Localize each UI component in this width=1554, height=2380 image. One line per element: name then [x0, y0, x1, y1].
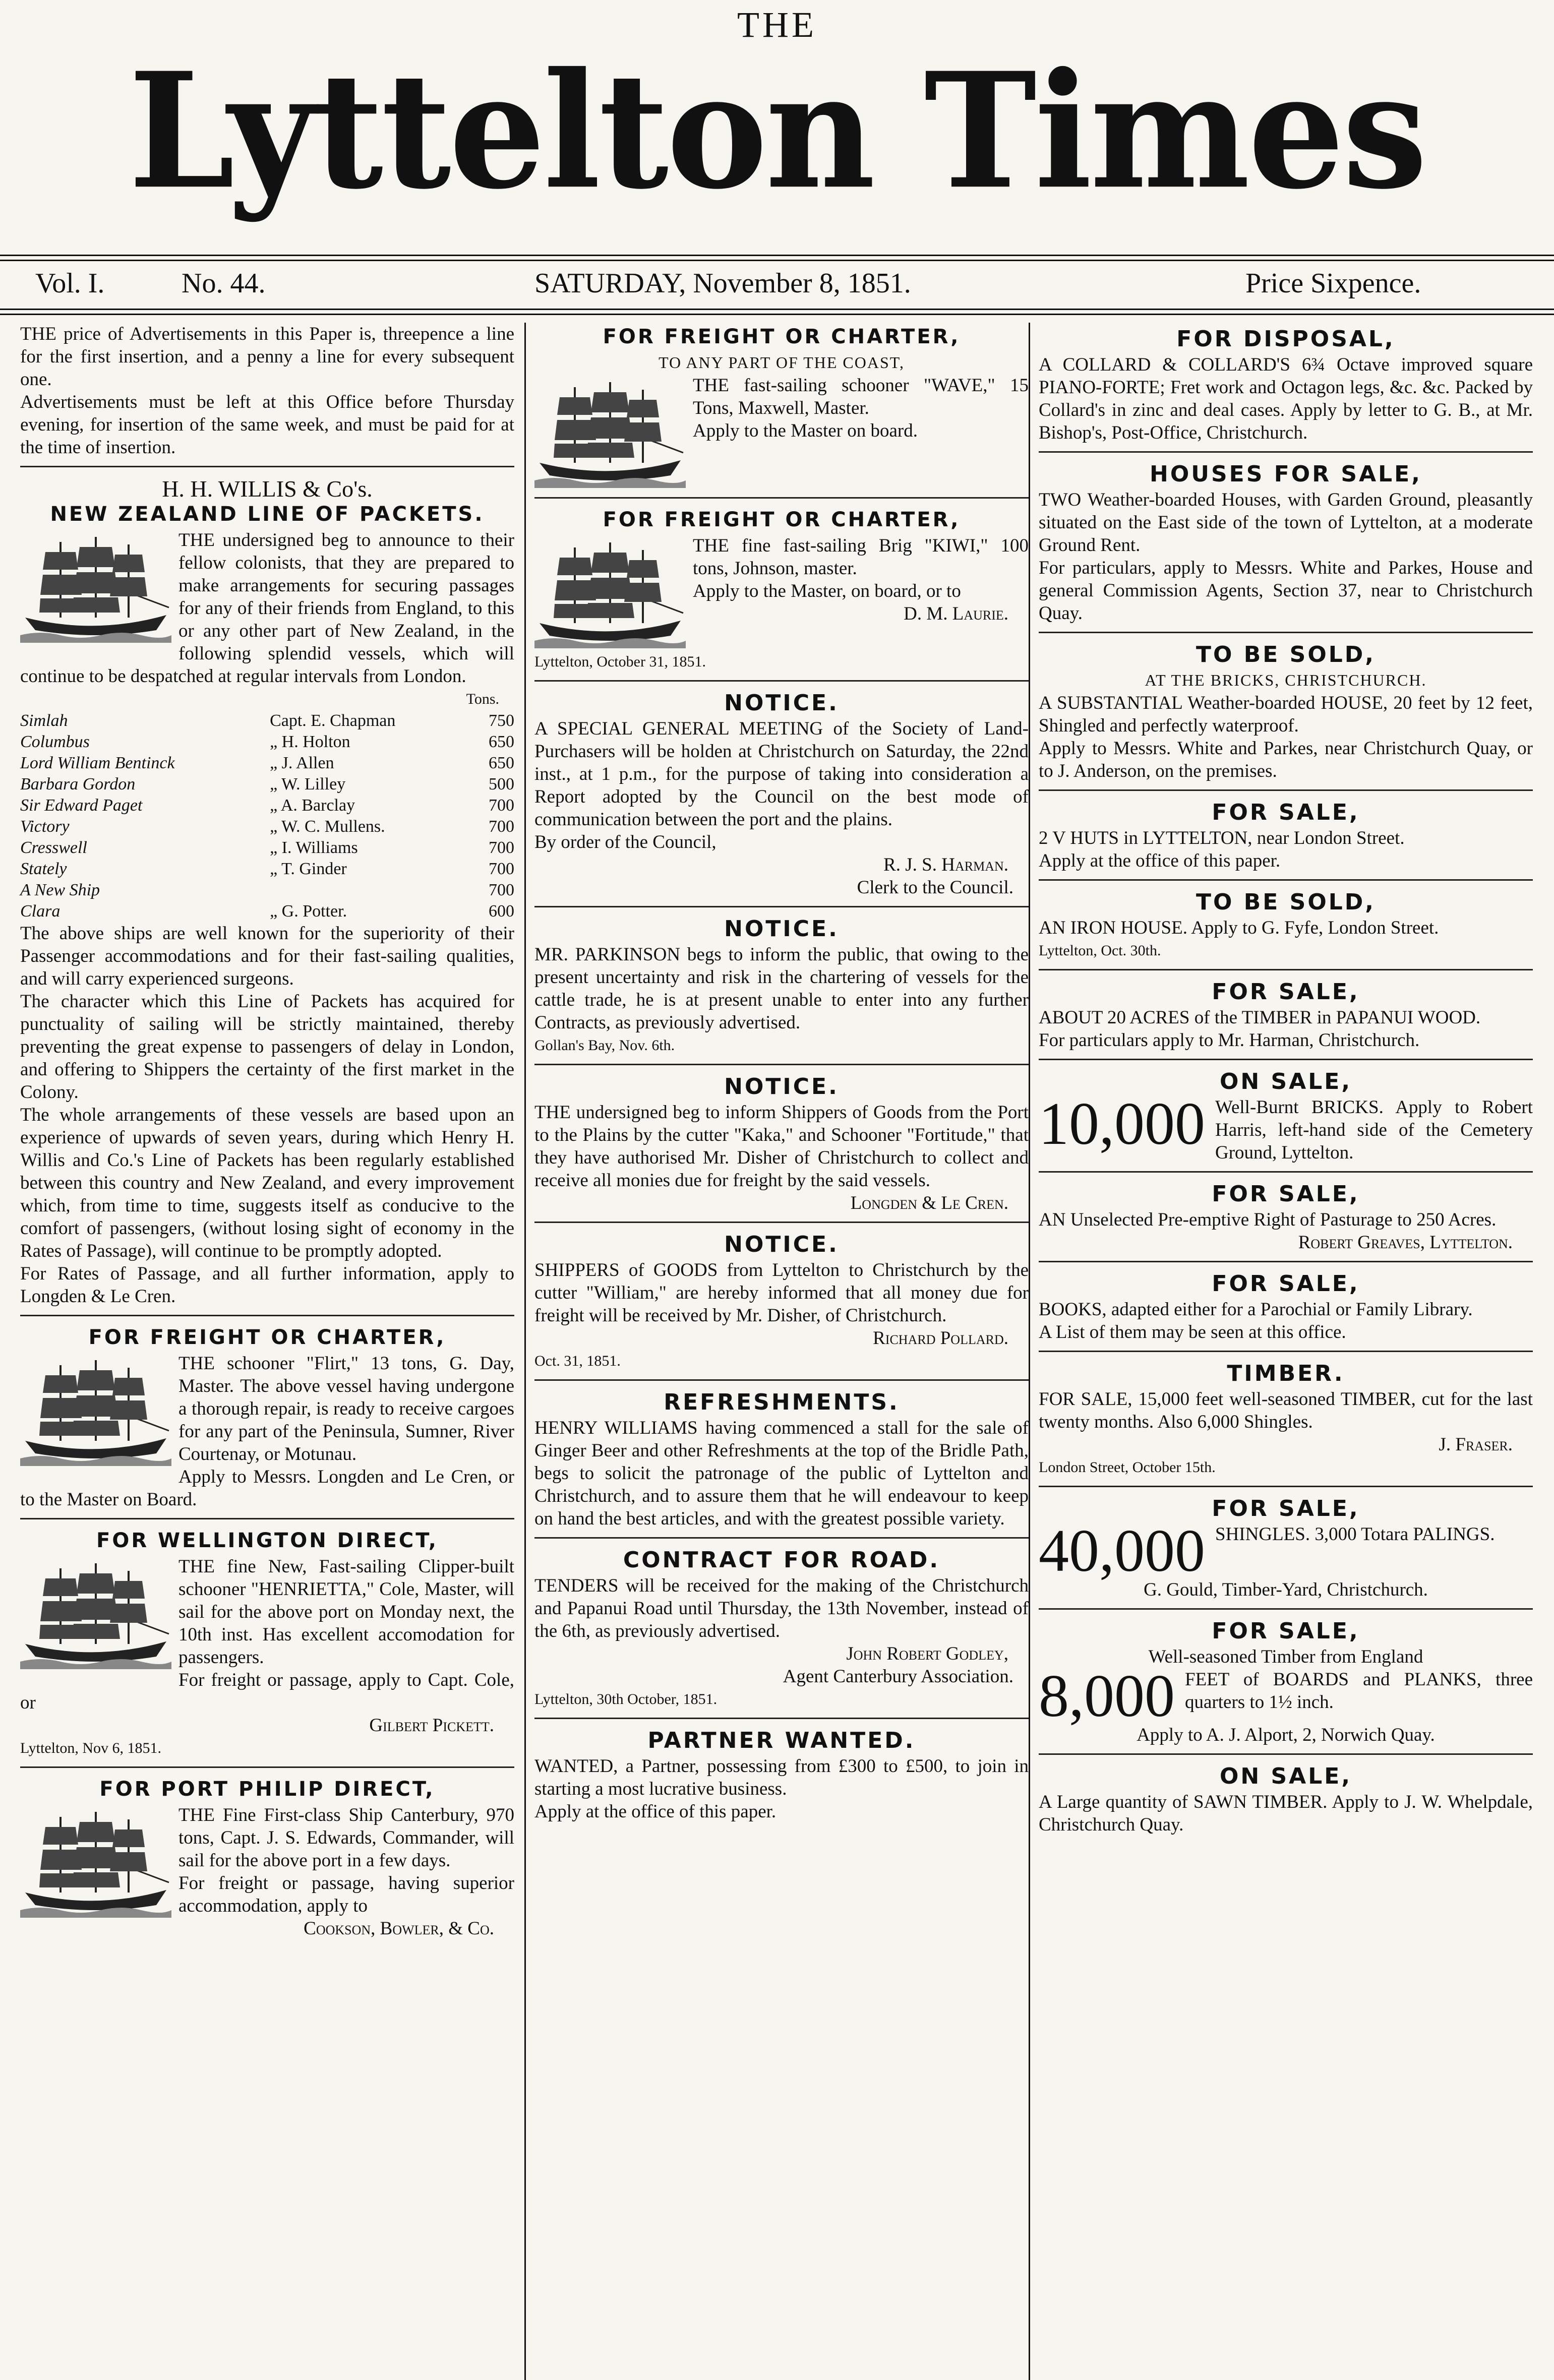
ship-name: Simlah: [20, 711, 68, 730]
bricks-body: Well-Burnt BRICKS. Apply to Robert Harris, left-hand side of the Cemetery Ground, Lyttelton.: [1215, 1097, 1533, 1163]
ship-captain: „ G. Potter.: [270, 902, 347, 921]
piano-head: FOR DISPOSAL,: [1176, 326, 1395, 352]
planks-head: FOR SALE,: [1212, 1618, 1360, 1644]
henrietta-body: THE fine New, Fast-sailing Clipper-built schooner "HENRIETTA," Cole, Master, will sail for the above port on Monday next, the 10th inst. Has excellent accomodation for passengers.: [178, 1556, 514, 1668]
sawn-body: A Large quantity of SAWN TIMBER. Apply to J. W. Whelpdale, Christchurch Quay.: [1039, 1792, 1533, 1835]
books-apply: A List of them may be seen at this office.: [1039, 1322, 1346, 1342]
road-dated: Lyttelton, 30th October, 1851.: [534, 1691, 718, 1707]
bricks-house-advert: [1039, 643, 1533, 791]
ship-icon: [534, 537, 686, 648]
pasturage-body: AN Unselected Pre-emptive Right of Pasturage to 250 Acres.: [1039, 1209, 1497, 1230]
houses-body: TWO Weather-boarded Houses, with Garden Ground, pleasantly situated on the East side of the town of Lyttelton, at a moderate Ground Rent.: [1039, 490, 1533, 556]
partner-body: WANTED, a Partner, possessing from £300 to £500, to join in starting a most lucrative business.: [534, 1756, 1029, 1799]
bricks-house-apply: Apply to Messrs. White and Parkes, near Christchurch Quay, or to J. Anderson, on the premises.: [1039, 738, 1533, 781]
timber-acres-head: FOR SALE,: [1212, 979, 1360, 1005]
piano-advert: [1039, 328, 1533, 453]
ship-tons: 650: [489, 733, 514, 751]
kaka-notice: [534, 1075, 1029, 1223]
henrietta-sig: Gilbert Pickett.: [369, 1715, 494, 1736]
refreshments-advert: [534, 1391, 1029, 1539]
bricks-advert: [1039, 1070, 1533, 1173]
meeting-order: By order of the Council,: [534, 832, 716, 852]
shingles-number: 40,000: [1039, 1517, 1205, 1584]
huts-body: 2 V HUTS in LYTTELTON, near London Street.: [1039, 828, 1405, 848]
ship-row: [20, 859, 514, 880]
shingles-head: FOR SALE,: [1212, 1496, 1360, 1521]
ship-row: [20, 795, 514, 816]
ship-row: [20, 753, 514, 774]
ship-icon: [20, 1807, 171, 1918]
timber-sig: J. Fraser.: [1439, 1434, 1513, 1455]
ship-name: A New Ship: [20, 881, 100, 899]
dateline-rule-2: [0, 314, 1554, 315]
road-body: TENDERS will be received for the making of the Christchurch and Papanui Road until Thursday, the 13th November, instead of the 6th, as previously advertised.: [534, 1575, 1029, 1641]
ship-captain: „ H. Holton: [270, 733, 350, 751]
ship-icon: [20, 1558, 171, 1669]
column-3: [1039, 323, 1533, 1836]
books-advert: [1039, 1272, 1533, 1352]
iron-house-dated: Lyttelton, Oct. 30th.: [1039, 942, 1161, 959]
dateline: [0, 267, 1554, 308]
ship-tons: 600: [489, 902, 514, 921]
wave-body: THE fast-sailing schooner "WAVE," 15 Tons, Maxwell, Master.: [693, 375, 1029, 418]
ship-tons: 650: [489, 754, 514, 772]
planks-advert: [1039, 1620, 1533, 1755]
masthead: [0, 0, 1554, 242]
ship-name: Sir Edward Paget: [20, 796, 143, 815]
timber-head: TIMBER.: [1227, 1361, 1345, 1386]
willis-firm: H. H. WILLIS & Co's.: [162, 476, 373, 502]
huts-advert: [1039, 801, 1533, 881]
kiwi-sig: D. M. Laurie.: [904, 603, 1008, 624]
road-sig: John Robert Godley,: [846, 1643, 1008, 1664]
william-notice: [534, 1233, 1029, 1381]
ship-name: Lord William Bentinck: [20, 754, 175, 772]
parkinson-head: NOTICE.: [724, 916, 839, 942]
timber-advert: [1039, 1362, 1533, 1487]
price: Price Sixpence.: [1245, 268, 1421, 299]
dateline-rule: [0, 309, 1554, 310]
meeting-sig2: Clerk to the Council.: [857, 877, 1013, 898]
william-sig: Richard Pollard.: [873, 1328, 1008, 1349]
willis-body-2: The character which this Line of Packets has acquired for punctuality of sailing will be strictly maintained, thereby preventing the great expense to passengers of delay in London, and offering to Shippers the certainty of the first market in the Colony.: [20, 991, 514, 1103]
ship-captain: Capt. E. Chapman: [270, 711, 396, 730]
column-divider-2: [1029, 323, 1030, 2380]
huts-apply: Apply at the office of this paper.: [1039, 850, 1281, 871]
houses-apply: For particulars, apply to Messrs. White and Parkes, House and general Commission Agents, Section 37, near to Christchurch Quay.: [1039, 558, 1533, 624]
ship-captain: „ A. Barclay: [270, 796, 355, 815]
shingles-advert: [1039, 1497, 1533, 1610]
william-body: SHIPPERS of GOODS from Lyttelton to Christchurch by the cutter "William," are hereby informed that all money due for freight will be received by Mr. Disher, of Christchurch.: [534, 1260, 1029, 1326]
ship-captain: „ W. C. Mullens.: [270, 817, 385, 836]
bricks-house-head: TO BE SOLD,: [1196, 642, 1376, 667]
kiwi-body: THE fine fast-sailing Brig "KIWI," 100 tons, Johnson, master.: [693, 535, 1029, 579]
ship-name: Victory: [20, 817, 70, 836]
masthead-title: Lyttelton Times: [128, 37, 1426, 224]
ship-name: Clara: [20, 902, 61, 921]
port-philip-body: THE Fine First-class Ship Canterbury, 970 tons, Capt. J. S. Edwards, Commander, will sail for the above port in a few days.: [178, 1805, 514, 1871]
top-rule-2: [0, 260, 1554, 261]
henrietta-apply: For freight or passage, apply to Capt. Cole, or: [20, 1670, 514, 1713]
ship-name: Barbara Gordon: [20, 775, 136, 794]
iron-house-head: TO BE SOLD,: [1196, 889, 1376, 915]
advert-terms-2: Advertisements must be left at this Office before Thursday evening, for insertion of the same week, and must be paid for at the time of insertion.: [20, 392, 514, 458]
willis-body-3: The whole arrangements of these vessels are based upon an experience of upwards of seven years, during which Henry H. Willis and Co.'s Line of Packets has been regularly established between this country and New Zealand, and every improvement which, from time to time, suggests itself as conducive to the comfort of passengers, (without losing sight of economy in the Rates of Passage), will continue to be promptly adopted.: [20, 1105, 514, 1261]
kiwi-apply: Apply to the Master, on board, or to: [693, 581, 961, 601]
planks-apply: Apply to A. J. Alport, 2, Norwich Quay.: [1137, 1725, 1435, 1745]
sawn-advert: [1039, 1765, 1533, 1836]
william-head: NOTICE.: [724, 1232, 839, 1257]
books-body: BOOKS, adapted either for a Parochial or Family Library.: [1039, 1299, 1473, 1320]
ship-captain: „ I. Williams: [270, 838, 358, 857]
column-1: [20, 323, 514, 1940]
willis-advert: [20, 477, 514, 1316]
column-2: [534, 323, 1029, 1823]
bricks-house-sub: AT THE BRICKS, CHRISTCHURCH.: [1145, 671, 1427, 689]
kiwi-dated: Lyttelton, October 31, 1851.: [534, 653, 706, 670]
ship-captain: „ J. Allen: [270, 754, 334, 772]
iron-house-advert: [1039, 891, 1533, 970]
ship-row: [20, 901, 514, 922]
flirt-head: FOR FREIGHT OR CHARTER,: [88, 1326, 446, 1349]
ship-row: [20, 880, 514, 901]
ship-tons: 750: [489, 711, 514, 730]
william-dated: Oct. 31, 1851.: [534, 1353, 621, 1369]
iron-house-body: AN IRON HOUSE. Apply to G. Fyfe, London Street.: [1039, 918, 1439, 938]
henrietta-head: FOR WELLINGTON DIRECT,: [96, 1529, 438, 1552]
road-sig2: Agent Canterbury Association.: [783, 1666, 1013, 1687]
flirt-apply: Apply to Messrs. Longden and Le Cren, or to the Master on Board.: [20, 1467, 514, 1510]
port-philip-advert: [20, 1778, 514, 1940]
kaka-sig: Longden & Le Cren.: [850, 1193, 1008, 1213]
books-head: FOR SALE,: [1212, 1271, 1360, 1297]
shingles-body: SHINGLES. 3,000 Totara PALINGS.: [1215, 1524, 1495, 1545]
timber-acres-body: ABOUT 20 ACRES of the TIMBER in PAPANUI WOOD.: [1039, 1007, 1481, 1028]
ship-icon: [534, 377, 686, 488]
ship-tons: 700: [489, 881, 514, 899]
ship-name: Cresswell: [20, 838, 87, 857]
planks-number: 8,000: [1039, 1662, 1175, 1729]
houses-head: HOUSES FOR SALE,: [1150, 461, 1422, 487]
top-rule: [0, 255, 1554, 256]
ship-row: [20, 816, 514, 837]
bricks-number: 10,000: [1039, 1090, 1205, 1157]
meeting-sig: R. J. S. Harman.: [883, 855, 1008, 875]
henrietta-dated: Lyttelton, Nov 6, 1851.: [20, 1740, 161, 1756]
refreshments-body: HENRY WILLIAMS having commenced a stall for the sale of Ginger Beer and other Refreshments at the top of the Bridle Path, begs to solicit the patronage of the public of Lyttelton and Christchurch, and to assure them that he will endeavour to keep on hand the best articles, and with the greatest possible variety.: [534, 1418, 1029, 1529]
sawn-head: ON SALE,: [1219, 1763, 1352, 1789]
shingles-sig: G. Gould, Timber-Yard, Christchurch.: [1144, 1579, 1428, 1600]
willis-intro: THE undersigned beg to announce to their fellow colonists, that they are prepared to make arrangements for securing passages for any of their friends from England, to this or any other part of New Zealand, in the following splendid vessels, which will continue to be despatched at regular intervals from London.: [20, 530, 514, 687]
volume: Vol. I.: [35, 268, 105, 299]
huts-head: FOR SALE,: [1212, 800, 1360, 825]
port-philip-apply: For freight or passage, having superior accommodation, apply to: [178, 1873, 514, 1916]
houses-advert: [1039, 463, 1533, 633]
parkinson-dated: Gollan's Bay, Nov. 6th.: [534, 1037, 675, 1054]
road-contract: [534, 1549, 1029, 1719]
ship-icon: [20, 1355, 171, 1466]
meeting-notice: [534, 692, 1029, 907]
partner-advert: [534, 1729, 1029, 1823]
ship-name: Columbus: [20, 733, 90, 751]
kaka-head: NOTICE.: [724, 1074, 839, 1100]
advert-terms-1: THE price of Advertisements in this Paper is, threepence a line for the first insertion, and a penny a line for every subsequent one.: [20, 324, 514, 390]
refreshments-head: REFRESHMENTS.: [664, 1389, 900, 1415]
planks-body: FEET of BOARDS and PLANKS, three quarters to 1½ inch.: [1185, 1669, 1533, 1713]
wave-head: FOR FREIGHT OR CHARTER,: [603, 325, 961, 348]
flirt-body: THE schooner "Flirt," 13 tons, G. Day, Master. The above vessel having undergone a thorough repair, is ready to receive cargoes for any part of the Peninsula, Sumner, River Courtenay, or Motunau.: [178, 1353, 514, 1464]
meeting-head: NOTICE.: [724, 690, 839, 716]
masthead-the: THE: [737, 5, 817, 45]
kiwi-head: FOR FREIGHT OR CHARTER,: [603, 508, 961, 531]
bricks-head: ON SALE,: [1219, 1069, 1352, 1094]
ship-row: [20, 731, 514, 753]
wave-advert: [534, 326, 1029, 499]
tons-header: Tons.: [466, 691, 499, 707]
parkinson-notice: [534, 918, 1029, 1065]
road-head: CONTRACT FOR ROAD.: [623, 1547, 940, 1573]
pasturage-advert: [1039, 1183, 1533, 1262]
port-philip-head: FOR PORT PHILIP DIRECT,: [99, 1778, 435, 1801]
timber-body: FOR SALE, 15,000 feet well-seasoned TIMBER, cut for the last twenty months. Also 6,000 Shingles.: [1039, 1389, 1533, 1432]
parkinson-body: MR. PARKINSON begs to inform the public, that owing to the present uncertainty and risk in the chartering of vessels for the cattle trade, he is at present unable to enter into any further Contracts, as previously advertised.: [534, 944, 1029, 1033]
kiwi-advert: [534, 509, 1029, 682]
ship-row: [20, 710, 514, 731]
partner-head: PARTNER WANTED.: [647, 1728, 916, 1753]
ship-tons: 500: [489, 775, 514, 794]
ship-tons: 700: [489, 860, 514, 878]
ship-name: Stately: [20, 860, 67, 878]
issue-date: SATURDAY, November 8, 1851.: [534, 268, 911, 299]
kaka-body: THE undersigned beg to inform Shippers of Goods from the Port to the Plains by the cutter "Kaka," and Schooner "Fortitude," that they have authorised Mr. Disher of Christchurch to collect and receive all monies due for freight by the said vessels.: [534, 1102, 1029, 1191]
issue-number: No. 44.: [182, 268, 266, 299]
port-philip-sig: Cookson, Bowler, & Co.: [304, 1918, 494, 1939]
flirt-advert: [20, 1326, 514, 1519]
pasturage-head: FOR SALE,: [1212, 1181, 1360, 1207]
ship-tons: 700: [489, 838, 514, 857]
partner-apply: Apply at the office of this paper.: [534, 1801, 776, 1822]
timber-acres-advert: [1039, 981, 1533, 1060]
pasturage-sig: Robert Greaves, Lyttelton.: [1298, 1232, 1513, 1253]
timber-acres-apply: For particulars apply to Mr. Harman, Christchurch.: [1039, 1030, 1420, 1051]
henrietta-advert: [20, 1530, 514, 1768]
wave-sub: TO ANY PART OF THE COAST,: [659, 353, 905, 372]
ship-icon: [20, 532, 171, 643]
ship-tons: 700: [489, 796, 514, 815]
ship-captain: „ T. Ginder: [270, 860, 347, 878]
ship-row: [20, 837, 514, 859]
ship-tons: 700: [489, 817, 514, 836]
advert-terms: [20, 323, 514, 467]
timber-dated: London Street, October 15th.: [1039, 1459, 1216, 1476]
ship-captain: „ W. Lilley: [270, 775, 346, 794]
ship-row: [20, 774, 514, 795]
piano-body: A COLLARD & COLLARD'S 6¾ Octave improved square PIANO-FORTE; Fret work and Octagon legs, &c. &c. Packed by Collard's in zinc and deal cases. Apply by letter to G. B., at Mr. Bishop's, Post-Office, Christchurch.: [1039, 354, 1533, 443]
ship-list: [20, 710, 514, 922]
willis-body-4: For Rates of Passage, and all further information, apply to Longden & Le Cren.: [20, 1263, 514, 1307]
meeting-body: A SPECIAL GENERAL MEETING of the Society of Land-Purchasers will be holden at Christchurch on Saturday, the 22nd inst., at 1 p.m., for the purpose of taking into consideration a Report adopted by the Council on the best mode of communication between the port and the plains.: [534, 718, 1029, 830]
willis-body-1: The above ships are well known for the superiority of their Passenger accommodations and for their fast-sailing qualities, and will carry experienced surgeons.: [20, 923, 514, 989]
willis-title: NEW ZEALAND LINE OF PACKETS.: [50, 503, 485, 526]
ship-captain: [270, 880, 473, 901]
bricks-house-body: A SUBSTANTIAL Weather-boarded HOUSE, 20 feet by 12 feet, Shingled and perfectly waterproof.: [1039, 693, 1533, 736]
wave-apply: Apply to the Master on board.: [693, 420, 918, 441]
column-divider-1: [524, 323, 526, 2380]
planks-line: Well-seasoned Timber from England: [1148, 1646, 1423, 1667]
